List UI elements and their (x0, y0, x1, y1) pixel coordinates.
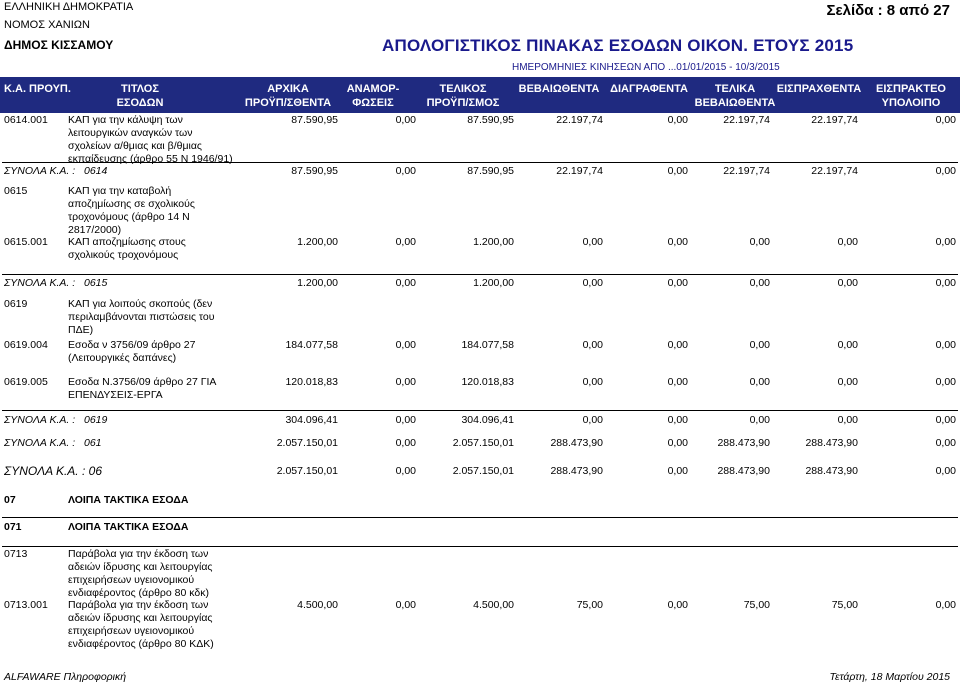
col-initial-2: ΠΡΟΫΠ/ΣΘΕΝΤΑ (244, 97, 332, 109)
row-code: 0615 (4, 185, 28, 197)
row-value: 0,00 (582, 236, 603, 248)
col-initial-1: ΑΡΧΙΚΑ (267, 83, 309, 95)
row-title-line: 2817/2000) (68, 224, 122, 236)
row-value: 0,00 (935, 599, 956, 611)
row-title-line: ΛΟΙΠΑ ΤΑΚΤΙΚΑ ΕΣΟΔΑ (68, 521, 189, 533)
row-code: 0619 (4, 298, 28, 310)
row-value: 0,00 (749, 414, 770, 426)
row-value: 0,00 (837, 376, 858, 388)
row-value: 4.500,00 (473, 599, 514, 611)
row-title-line: ΚΑΠ για την κάλυψη των (68, 114, 183, 126)
row-value: 22.197,74 (723, 114, 770, 126)
row-title-line: ΚΑΠ για λοιπούς σκοπούς (δεν (68, 298, 213, 310)
row-title-line: Εσοδα ν 3756/09 άρθρο 27 (68, 339, 196, 351)
row-value: 0,00 (935, 465, 956, 477)
row-value: 0,00 (582, 277, 603, 289)
row-value: 120.018,83 (285, 376, 338, 388)
row-value: 0,00 (667, 165, 688, 177)
row-code: 0713 (4, 548, 28, 560)
row-value: 288.473,90 (805, 465, 858, 477)
row-value: 0,00 (935, 376, 956, 388)
row-divider (2, 274, 958, 275)
row-value: 87.590,95 (291, 114, 338, 126)
row-value: 0,00 (749, 376, 770, 388)
row-value: 0,00 (395, 114, 416, 126)
row-title-line: ΚΑΠ για την καταβολή (68, 185, 172, 197)
row-value: 0,00 (582, 414, 603, 426)
row-title-line: Παράβολα για την έκδοση των (68, 599, 209, 611)
row-value: 22.197,74 (556, 165, 603, 177)
row-value: 75,00 (831, 599, 858, 611)
row-value: 0,00 (667, 277, 688, 289)
row-value: 0,00 (395, 236, 416, 248)
row-value: 120.018,83 (461, 376, 514, 388)
row-value: 0,00 (667, 376, 688, 388)
row-title-line: Εσοδα Ν.3756/09 άρθρο 27 ΓΙΑ (68, 376, 217, 388)
row-value: 184.077,58 (285, 339, 338, 351)
row-title-line: ενδιαφέροντος (άρθρο 80 κδκ) (68, 587, 209, 599)
report-title: ΑΠΟΛΟΓΙΣΤΙΚΟΣ ΠΙΝΑΚΑΣ ΕΣΟΔΩΝ ΟΙΚΟΝ. ΕΤΟΥΣ 2015 (382, 36, 854, 55)
prefecture-label: ΝΟΜΟΣ ΧΑΝΙΩΝ (4, 19, 90, 31)
row-value: 87.590,95 (467, 114, 514, 126)
row-title-line: επιχειρήσεων υγειονομικού (68, 625, 195, 637)
row-value: 0,00 (395, 165, 416, 177)
row-value: 0,00 (582, 376, 603, 388)
row-value: 2.057.150,01 (276, 437, 338, 449)
col-adjust-1: ΑΝΑΜΟΡ- (346, 83, 400, 95)
col-final-cert-1: ΤΕΛΙΚΑ (714, 83, 756, 95)
row-code: ΣΥΝΟΛΑ Κ.Α. : 06 (4, 464, 102, 478)
row-subtotal-code: 0614 (84, 165, 108, 177)
row-value: 288.473,90 (805, 437, 858, 449)
row-title-line: (Λειτουργικές δαπάνες) (68, 352, 177, 364)
row-value: 0,00 (935, 165, 956, 177)
row-value: 4.500,00 (297, 599, 338, 611)
row-subtotal-code: 0619 (84, 414, 108, 426)
row-value: 75,00 (576, 599, 603, 611)
row-value: 0,00 (395, 414, 416, 426)
row-code: ΣΥΝΟΛΑ Κ.Α. : (4, 414, 76, 426)
row-value: 2.057.150,01 (452, 437, 514, 449)
row-value: 0,00 (749, 277, 770, 289)
col-deleted: ΔΙΑΓΡΑΦΕΝΤΑ (610, 83, 688, 95)
row-code: ΣΥΝΟΛΑ Κ.Α. : (4, 437, 76, 449)
row-title-line: περιλαμβάνονται πιστώσεις του (68, 311, 215, 323)
row-value: 0,00 (667, 114, 688, 126)
row-title-line: τροχονόμους (άρθρο 14 Ν (68, 211, 190, 223)
row-value: 304.096,41 (461, 414, 514, 426)
row-code: 0713.001 (4, 599, 48, 611)
row-value: 22.197,74 (723, 165, 770, 177)
col-final-cert-2: ΒΕΒΑΙΩΘΕΝΤΑ (694, 97, 776, 109)
row-value: 2.057.150,01 (452, 465, 514, 477)
row-value: 0,00 (667, 414, 688, 426)
row-value: 288.473,90 (550, 465, 603, 477)
row-value: 304.096,41 (285, 414, 338, 426)
row-title-line: αποζημίωσης σε σχολικούς (68, 198, 195, 210)
row-value: 2.057.150,01 (276, 465, 338, 477)
col-certified: ΒΕΒΑΙΩΘΕΝΤΑ (518, 83, 600, 95)
row-value: 0,00 (837, 277, 858, 289)
col-remaining-2: ΥΠΟΛΟΙΠΟ (881, 97, 941, 109)
col-collected: ΕΙΣΠΡΑΧΘΕΝΤΑ (776, 83, 862, 95)
row-title-line: λειτουργικών αναγκών των (68, 127, 193, 139)
row-value: 0,00 (749, 236, 770, 248)
row-value: 0,00 (749, 339, 770, 351)
row-subtotal-code: 0615 (84, 277, 108, 289)
row-divider (2, 162, 958, 163)
row-title-line: Παράβολα για την έκδοση των (68, 548, 209, 560)
row-value: 288.473,90 (717, 437, 770, 449)
row-divider (2, 517, 958, 518)
row-title-line: σχολικούς τροχονόμους (68, 249, 179, 261)
row-value: 0,00 (395, 465, 416, 477)
row-value: 0,00 (667, 465, 688, 477)
row-value: 0,00 (935, 236, 956, 248)
row-value: 0,00 (395, 376, 416, 388)
row-code: 0615.001 (4, 236, 48, 248)
row-code: ΣΥΝΟΛΑ Κ.Α. : (4, 165, 76, 177)
row-value: 22.197,74 (811, 114, 858, 126)
row-divider (2, 410, 958, 411)
row-value: 0,00 (935, 277, 956, 289)
footer-company: ALFAWARE Πληροφορική (4, 671, 127, 683)
row-value: 0,00 (935, 437, 956, 449)
row-value: 0,00 (667, 437, 688, 449)
col-title-2: ΕΣΟΔΩΝ (116, 97, 164, 109)
row-value: 87.590,95 (291, 165, 338, 177)
row-title-line: αδειών ίδρυσης και λειτουργίας (68, 561, 213, 573)
row-value: 1.200,00 (473, 236, 514, 248)
republic-label: ΕΛΛΗΝΙΚΗ ΔΗΜΟΚΡΑΤΙΑ (4, 1, 134, 13)
row-value: 1.200,00 (297, 277, 338, 289)
col-final-1: ΤΕΛΙΚΟΣ (439, 83, 487, 95)
row-title-line: ΠΔΕ) (68, 324, 94, 336)
row-value: 288.473,90 (550, 437, 603, 449)
col-remaining-1: ΕΙΣΠΡΑΚΤΕΟ (876, 83, 946, 95)
row-value: 1.200,00 (473, 277, 514, 289)
row-value: 0,00 (667, 599, 688, 611)
col-code: Κ.Α. ΠΡΟΥΠ. (4, 83, 71, 95)
row-code: 0614.001 (4, 114, 48, 126)
date-range: ΗΜΕΡΟΜΗΝΙΕΣ ΚΙΝΗΣΕΩΝ ΑΠΟ ...01/01/2015 - 10/3/2015 (512, 62, 780, 73)
row-value: 0,00 (395, 437, 416, 449)
row-title-line: επιχειρήσεων υγειονομικού (68, 574, 195, 586)
col-title-1: ΤΙΤΛΟΣ (121, 83, 159, 95)
municipality-label: ΔΗΜΟΣ ΚΙΣΣΑΜΟΥ (4, 38, 114, 52)
row-value: 0,00 (395, 599, 416, 611)
row-value: 0,00 (582, 339, 603, 351)
row-code: 07 (4, 494, 16, 506)
row-value: 0,00 (667, 236, 688, 248)
footer-date: Τετάρτη, 18 Μαρτίου 2015 (829, 671, 950, 683)
row-title-line: ΛΟΙΠΑ ΤΑΚΤΙΚΑ ΕΣΟΔΑ (68, 494, 189, 506)
row-value: 1.200,00 (297, 236, 338, 248)
row-value: 75,00 (743, 599, 770, 611)
row-value: 22.197,74 (556, 114, 603, 126)
row-value: 22.197,74 (811, 165, 858, 177)
row-title-line: σχολείων α/θμιας και β/θμιας (68, 140, 202, 152)
row-value: 0,00 (667, 339, 688, 351)
row-divider (2, 546, 958, 547)
row-code: 071 (4, 521, 22, 533)
page-number: Σελίδα : 8 από 27 (826, 2, 950, 19)
row-value: 0,00 (935, 114, 956, 126)
row-title-line: ΕΠΕΝΔΥΣΕΙΣ-ΕΡΓΑ (68, 389, 163, 401)
row-value: 288.473,90 (717, 465, 770, 477)
row-value: 0,00 (395, 277, 416, 289)
row-value: 0,00 (935, 339, 956, 351)
row-value: 184.077,58 (461, 339, 514, 351)
row-subtotal-code: 061 (84, 437, 102, 449)
row-title-line: ΚΑΠ αποζημίωσης στους (68, 236, 186, 248)
row-title-line: αδειών ίδρυσης και λειτουργίας (68, 612, 213, 624)
col-final-2: ΠΡΟΫΠ/ΣΜΟΣ (426, 97, 500, 109)
row-code: ΣΥΝΟΛΑ Κ.Α. : (4, 277, 76, 289)
row-code: 0619.005 (4, 376, 48, 388)
col-adjust-2: ΦΩΣΕΙΣ (352, 97, 394, 109)
row-value: 0,00 (395, 339, 416, 351)
row-value: 0,00 (837, 414, 858, 426)
row-value: 87.590,95 (467, 165, 514, 177)
row-value: 0,00 (837, 236, 858, 248)
row-value: 0,00 (837, 339, 858, 351)
row-code: 0619.004 (4, 339, 48, 351)
row-value: 0,00 (935, 414, 956, 426)
row-title-line: εκπαίδευσης (άρθρο 55 Ν 1946/91) (68, 153, 233, 165)
row-title-line: ενδιαφέροντος (άρθρο 80 ΚΔΚ) (68, 638, 214, 650)
